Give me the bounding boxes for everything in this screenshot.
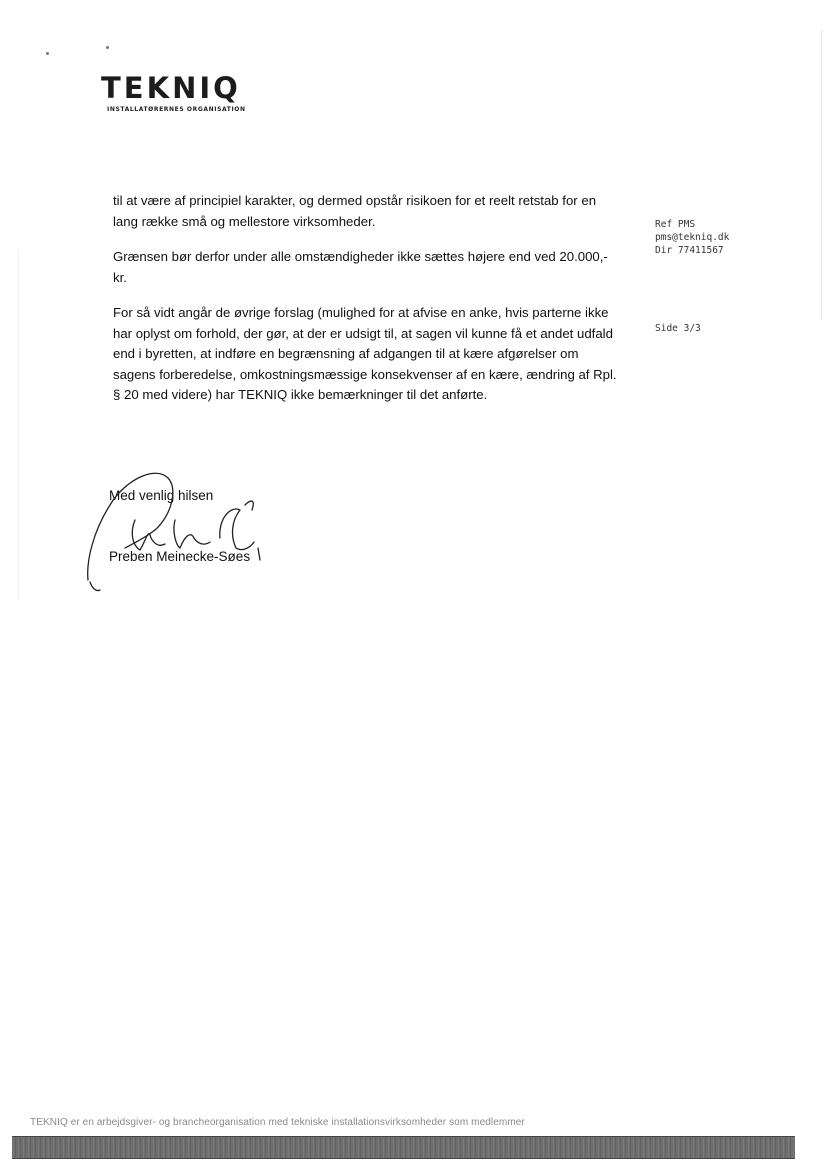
scan-speck	[46, 52, 49, 55]
signer-name: Preben Meinecke-Søes	[109, 549, 251, 564]
logo-subtitle: INSTALLATØRERNES ORGANISATION	[107, 106, 246, 113]
tekniq-logo	[101, 72, 246, 113]
page-number: Side 3/3	[655, 323, 701, 334]
sender-meta	[655, 218, 729, 257]
email: pms@tekniq.dk	[655, 232, 730, 243]
scan-edge	[821, 30, 822, 320]
logo-wordmark: TEKNIQ	[101, 71, 241, 105]
footer-tagline: TEKNIQ er en arbejdsgiver- og brancheorganisation med tekniske installationsvirksomheder som medlemmer	[30, 1117, 525, 1128]
handwritten-signature	[80, 460, 270, 595]
letter-body	[113, 191, 618, 421]
paragraph: For så vidt angår de øvrige forslag (mulighed for at afvise en anke, hvis parterne ikke har oplyst om forhold, der gør, at der er udsigt til, at sagen vil kunne få et andet udfald end i byretten, at indføre en begrænsning af adgangen til at kære afgørelser om sagens forberedelse, omkostningsmæssige konsekvenser af en kære, ændring af Rpl. § 20 med videre) har TEKNIQ ikke bemærkninger til det anførte.	[113, 305, 617, 402]
paragraph: til at være af principiel karakter, og dermed opstår risikoen for et reelt retstab for en lang række små og mellestore virksomheder.	[113, 193, 597, 229]
scan-speck	[106, 46, 109, 49]
scan-edge	[18, 250, 19, 600]
paragraph: Grænsen bør derfor under alle omstændigheder ikke sættes højere end ved 20.000,- kr.	[113, 249, 608, 285]
closing-line: Med venlig hilsen	[109, 488, 214, 503]
reference: Ref PMS	[655, 219, 696, 230]
footer-bar	[12, 1136, 795, 1159]
direct-phone: Dir 77411567	[655, 245, 724, 256]
